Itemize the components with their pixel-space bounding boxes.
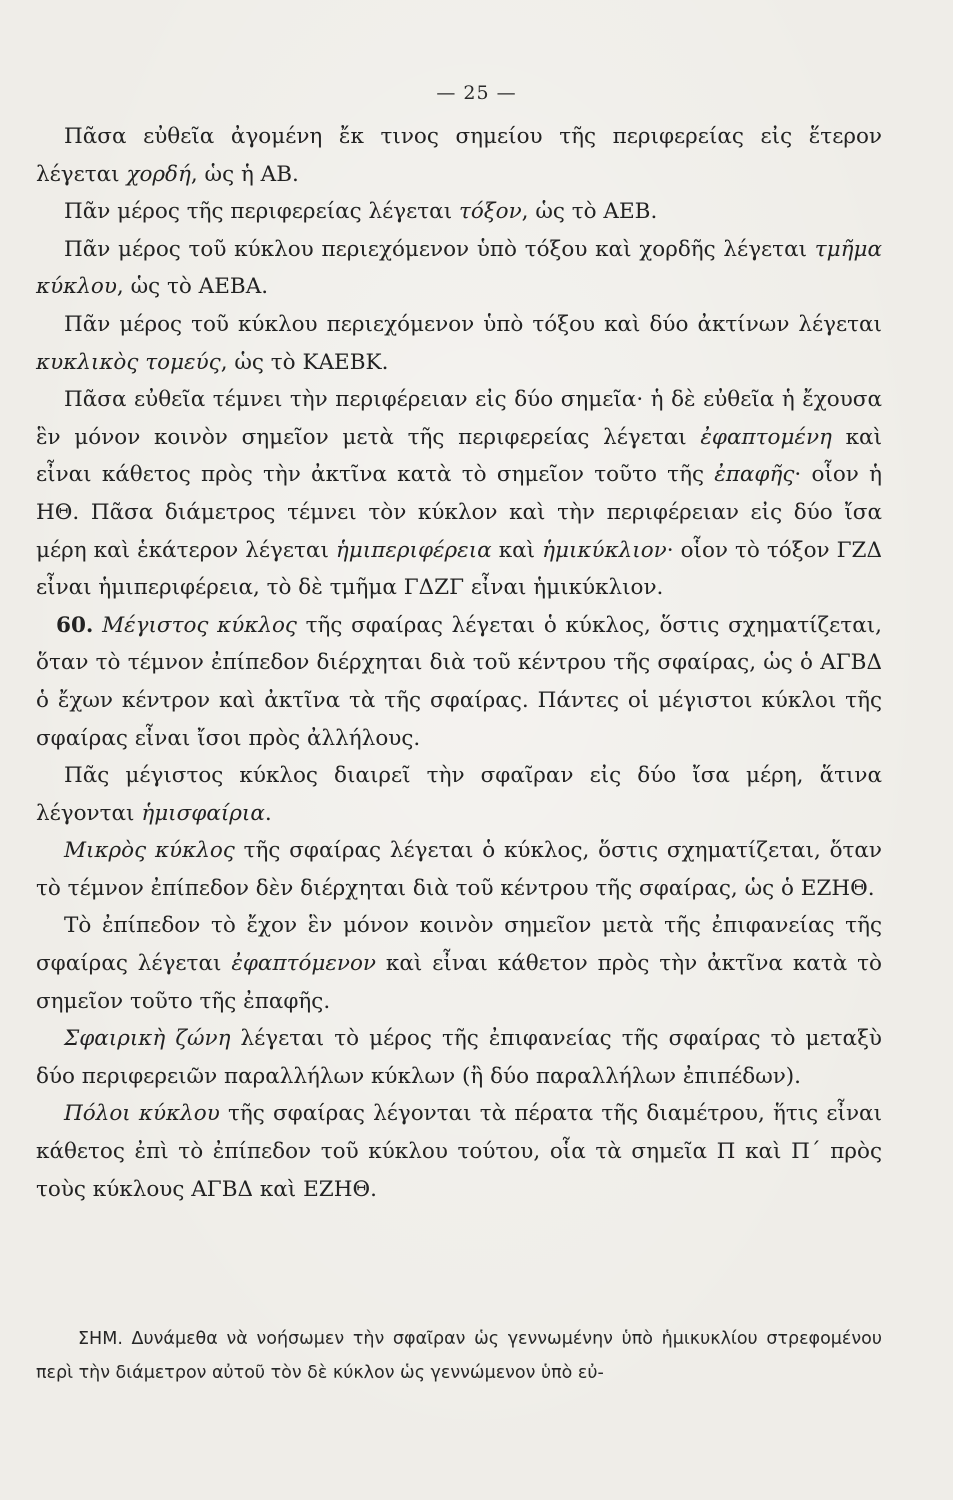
text-run: καὶ εἶναι κάθετος πρὸς τὴν ἀκτῖνα κατὰ τὸ σημεῖον τοῦτο τῆς [36,424,882,488]
text-run: Πᾶς μέγιστος κύκλος διαιρεῖ τὴν σφαῖραν εἰς δύο ἴσα μέρη, ἅτινα λέγονται [36,763,882,826]
paragraph-hemispheres [36,757,882,832]
term-spherical-zone: Σφαιρικὴ ζώνη [64,1026,231,1052]
footnote-remark: ΣΗΜ. Δυνάμεθα νὰ νοήσωμεν τὴν σφαῖραν ὡς γεννωμένην ὑπὸ ἡμικυκλίου στρεφομένου περὶ τὴν διάμετρον αὐτοῦ τὸν δὲ κύκλον ὡς γεννώμενον ὑπὸ εὐ- [36,1329,882,1383]
term-tangent: ἐφαπτομένη [700,424,832,450]
text-run: Πᾶν μέρος τοῦ κύκλου περιεχόμενον ὑπὸ τόξου καὶ δύο ἀκτίνων λέγεται [64,311,882,337]
paragraph-chord [36,118,882,193]
main-text [36,118,882,1208]
paragraph-sector [36,306,882,381]
page-number: — 25 — [436,82,517,104]
text-run: καὶ εἶναι κάθετον πρὸς τὴν ἀκτῖνα κατὰ τὸ σημεῖον τοῦτο τῆς ἐπαφῆς. [36,951,882,1014]
paragraph-tangent-plane [36,907,882,1020]
text-run: · οἷον ἡ ΗΘ. Πᾶσα διάμετρος τέμνει τὸν κύκλον καὶ τὴν περιφέρειαν εἰς δύο ἴσα μέρη καὶ ἑκάτερον λέγεται [36,462,883,563]
paragraph-arc [36,193,882,231]
paragraph-segment [36,231,882,306]
text-run: , ὡς ἡ ΑΒ. [190,161,299,187]
term-small-circle: Μικρὸς κύκλος [64,838,235,864]
text-run: Πᾶν μέρος τῆς περιφερείας λέγεται [64,199,459,225]
paragraph-spherical-zone [36,1020,882,1095]
text-run: τῆς σφαίρας λέγεται ὁ κύκλος, ὅστις σχηματίζεται, ὅταν τὸ τέμνον ἐπίπεδον δὲν διέρχηται διὰ τοῦ κέντρου τῆς σφαίρας, ὡς ὁ ΕΖΗΘ. [36,838,882,901]
term-poles: Πόλοι κύκλου [64,1101,220,1127]
text-run: Πᾶσα εὐθεῖα ἀγομένη ἔκ τινος σημείου τῆς περιφερείας εἰς ἕτερον λέγεται [36,124,882,187]
term-sector: κυκλικὸς τομεύς [36,349,221,375]
text-run: , ὡς τὸ ΑΕΒΑ. [116,274,269,300]
paragraph-poles [36,1095,882,1208]
term-chord: χορδή [126,161,191,187]
text-run: τῆς σφαίρας λέγονται τὰ πέρατα τῆς διαμέτρου, ἥτις εἶναι κάθετος ἐπὶ τὸ ἐπίπεδον τοῦ κύκλου τούτου, οἷα τὰ σημεῖα Π καὶ Π΄ πρὸς τοὺς κύκλους ΑΓΒΔ καὶ ΕΖΗΘ. [36,1101,882,1202]
term-great-circle: Μέγιστος κύκλος [102,612,297,638]
term-semicircle: ἡμικύκλιον [542,537,667,563]
text-run: Πᾶσα εὐθεῖα τέμνει τὴν περιφέρειαν εἰς δύο σημεῖα· ἡ δὲ εὐθεῖα ἡ ἔχουσα ἓν μόνον κοινὸν σημεῖον μετὰ τῆς περιφερείας λέγεται [36,387,882,450]
term-contact: ἐπαφῆς [714,462,795,488]
term-hemispheres: ἡμισφαίρια [141,800,265,826]
term-tangent-plane: ἐφαπτόμενον [231,951,377,977]
paragraph-small-circle [36,832,882,907]
text-run: , ὡς τὸ ΚΑΕΒΚ. [220,349,389,375]
term-arc: τόξον [458,199,522,225]
text-run: καὶ [491,537,543,563]
text-run: τῆς σφαίρας λέγεται ὁ κύκλος, ὅστις σχηματίζεται, ὅταν τὸ τέμνον ἐπίπεδον διέρχηται διὰ τοῦ κέντρου τῆς σφαίρας, ὡς ὁ ΑΓΒΔ ὁ ἔχων κέντρον καὶ ἀκτῖνα τὰ τῆς σφαίρας. Πάντες οἱ μέγιστοι κύκλοι τῆς σφαίρας εἶναι ἴσοι πρὸς ἀλλήλους. [36,612,882,751]
text-run: , ὡς τὸ ΑΕΒ. [521,199,658,225]
paragraph-great-circle [36,607,882,757]
text-run: Τὸ ἐπίπεδον τὸ ἔχον ἓν μόνον κοινὸν σημεῖον μετὰ τῆς ἐπιφανείας τῆς σφαίρας λέγεται [36,913,882,977]
term-semicircumference: ἡμιπεριφέρεια [335,537,492,563]
text-run: Πᾶν μέρος τοῦ κύκλου περιεχόμενον ὑπὸ τόξου καὶ χορδῆς λέγεται [64,236,815,262]
term-segment: τμῆμα κύκλου [36,236,882,300]
paragraph-tangent [36,381,882,607]
text-run: λέγεται τὸ μέρος τῆς ἐπιφανείας τῆς σφαίρας τὸ μεταξὺ δύο περιφερειῶν παραλλήλων κύκλων (ἢ δύο παραλλήλων ἐπιπέδων). [36,1026,882,1089]
text-run: . [264,800,272,826]
text-run: · οἷον τὸ τόξον ΓΖΔ εἶναι ἡμιπεριφέρεια, τὸ δὲ τμῆμα ΓΔΖΓ εἶναι ἡμικύκλιον. [36,537,883,601]
section-number: 60. [56,612,94,638]
